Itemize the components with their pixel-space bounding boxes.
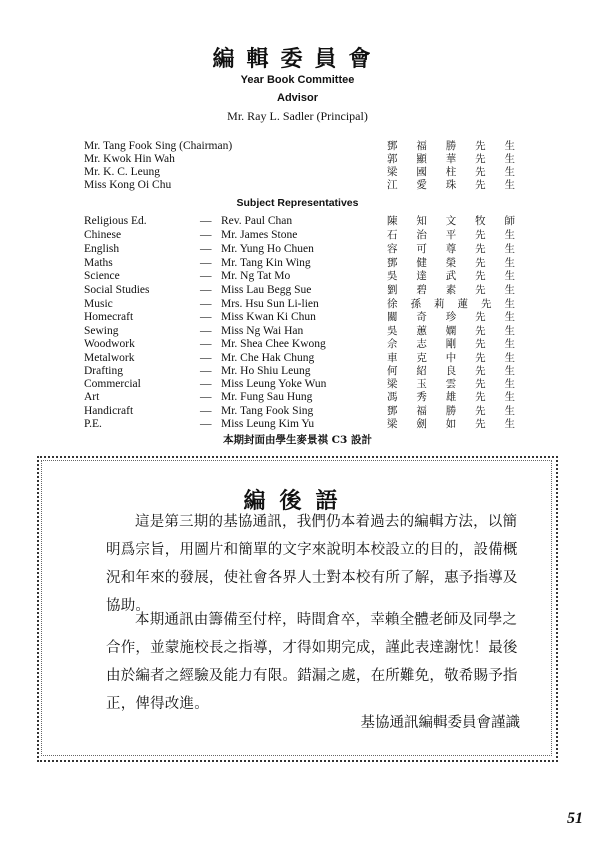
representative-name-zh: 車 克 中 先 生 bbox=[387, 352, 515, 364]
dash-separator: — bbox=[200, 365, 212, 377]
subject-label: Music bbox=[84, 298, 113, 310]
dash-separator: — bbox=[200, 298, 212, 310]
subject-representatives-heading: Subject Representatives bbox=[236, 197, 359, 209]
representative-name-zh: 梁 劍 如 先 生 bbox=[387, 418, 515, 430]
representative-name: Miss Leung Yoke Wun bbox=[221, 378, 327, 390]
representative-name-zh: 石 治 平 先 生 bbox=[387, 229, 515, 241]
subject-label: Religious Ed. bbox=[84, 215, 147, 227]
subject-label: Commercial bbox=[84, 378, 141, 390]
committee-member-en: Mr. Tang Fook Sing (Chairman) bbox=[84, 140, 233, 152]
representative-name: Mrs. Hsu Sun Li-lien bbox=[221, 298, 319, 310]
committee-member-zh: 郭 顯 華 先 生 bbox=[387, 153, 515, 165]
representative-name-zh: 吳 蕙 嫻 先 生 bbox=[387, 325, 515, 337]
subject-label: Chinese bbox=[84, 229, 122, 241]
dash-separator: — bbox=[200, 270, 212, 282]
epilogue-paragraph-1 bbox=[106, 508, 518, 620]
committee-member-zh: 江 愛 珠 先 生 bbox=[387, 179, 515, 191]
representative-name: Miss Kwan Ki Chun bbox=[221, 311, 316, 323]
epilogue-text-1: 這是第三期的基協通訊，我們仍本着過去的編輯方法，以簡明爲宗旨，用圖片和簡單的文字來說明本校設立的目的，設備概況和年來的發展，使社會各界人士對本校有所了解，惠予指導及協助。 bbox=[106, 514, 518, 614]
committee-member-en: Mr. K. C. Leung bbox=[84, 166, 161, 178]
epilogue-text-2: 本期通訊由籌備至付梓，時間倉卒，幸賴全體老師及同學之合作，並蒙施校長之指導，才得如期完成，謹此表達謝忱！最後由於編者之經驗及能力有限。錯漏之處，在所難免，敬希賜予指正，俾得改進。 bbox=[106, 612, 518, 712]
dash-separator: — bbox=[200, 405, 212, 417]
representative-name: Rev. Paul Chan bbox=[221, 215, 293, 227]
representative-name: Mr. Yung Ho Chuen bbox=[221, 243, 314, 255]
epilogue-signoff: 基協通訊編輯委員會謹識 bbox=[360, 715, 520, 731]
representative-name-zh: 徐 孫 莉 蓮 先 生 bbox=[387, 298, 515, 310]
epilogue-paragraph-2 bbox=[106, 606, 518, 718]
dash-separator: — bbox=[200, 257, 212, 269]
subject-label: P.E. bbox=[84, 418, 102, 430]
representative-name: Mr. Shea Chee Kwong bbox=[221, 338, 326, 350]
epilogue-title: 編後語 bbox=[243, 488, 352, 514]
dash-separator: — bbox=[200, 311, 212, 323]
committee-title-english: Year Book Committee bbox=[240, 74, 355, 86]
dash-separator: — bbox=[200, 338, 212, 350]
representative-name: Mr. Tang Kin Wing bbox=[221, 257, 311, 269]
dash-separator: — bbox=[200, 418, 212, 430]
dash-separator: — bbox=[200, 229, 212, 241]
subject-label: Social Studies bbox=[84, 284, 150, 296]
representative-name-zh: 何 紹 良 先 生 bbox=[387, 365, 515, 377]
representative-name: Mr. Che Hak Chung bbox=[221, 352, 315, 364]
representative-name: Mr. Ng Tat Mo bbox=[221, 270, 291, 282]
dash-separator: — bbox=[200, 352, 212, 364]
dash-separator: — bbox=[200, 215, 212, 227]
dash-separator: — bbox=[200, 284, 212, 296]
subject-label: English bbox=[84, 243, 120, 255]
dash-separator: — bbox=[200, 325, 212, 337]
representative-name: Mr. Fung Sau Hung bbox=[221, 391, 313, 403]
representative-name-zh: 鄧 健 榮 先 生 bbox=[387, 257, 515, 269]
representative-name-zh: 鄧 福 勝 先 生 bbox=[387, 405, 515, 417]
page-number: 51 bbox=[567, 810, 583, 827]
committee-member-zh: 鄧 福 勝 先 生 bbox=[387, 140, 515, 152]
representative-name-zh: 佘 志 剛 先 生 bbox=[387, 338, 515, 350]
representative-name: Mr. James Stone bbox=[221, 229, 298, 241]
representative-name: Miss Leung Kim Yu bbox=[221, 418, 315, 430]
subject-label: Science bbox=[84, 270, 120, 282]
subject-label: Handicraft bbox=[84, 405, 134, 417]
committee-title-chinese: 編輯委員會 bbox=[212, 46, 383, 72]
dash-separator: — bbox=[200, 243, 212, 255]
dash-separator: — bbox=[200, 391, 212, 403]
subject-label: Woodwork bbox=[84, 338, 135, 350]
representative-name-zh: 吳 達 武 先 生 bbox=[387, 270, 515, 282]
dash-separator: — bbox=[200, 378, 212, 390]
representative-name: Miss Lau Begg Sue bbox=[221, 284, 312, 296]
subject-label: Sewing bbox=[84, 325, 119, 337]
cover-credit: 本期封面由學生麥景祺 C3 設計 bbox=[223, 434, 372, 446]
subject-label: Homecraft bbox=[84, 311, 134, 323]
representative-name-zh: 梁 玉 雲 先 生 bbox=[387, 378, 515, 390]
committee-member-zh: 梁 國 柱 先 生 bbox=[387, 166, 515, 178]
committee-member-en: Miss Kong Oi Chu bbox=[84, 179, 172, 191]
subject-label: Art bbox=[84, 391, 100, 403]
representative-name: Mr. Tang Fook Sing bbox=[221, 405, 314, 417]
subject-label: Drafting bbox=[84, 365, 123, 377]
representative-name: Mr. Ho Shiu Leung bbox=[221, 365, 311, 377]
subject-label: Maths bbox=[84, 257, 113, 269]
representative-name-zh: 關 奇 珍 先 生 bbox=[387, 311, 515, 323]
committee-member-en: Mr. Kwok Hin Wah bbox=[84, 153, 175, 165]
representative-name: Miss Ng Wai Han bbox=[221, 325, 304, 337]
advisor-label: Advisor bbox=[277, 92, 318, 104]
advisor-name: Mr. Ray L. Sadler (Principal) bbox=[227, 109, 368, 123]
representative-name-zh: 陳 知 文 牧 師 bbox=[387, 215, 515, 227]
representative-name-zh: 劉 碧 素 先 生 bbox=[387, 284, 515, 296]
representative-name-zh: 容 可 尊 先 生 bbox=[387, 243, 515, 255]
subject-label: Metalwork bbox=[84, 352, 135, 364]
representative-name-zh: 馮 秀 雄 先 生 bbox=[387, 391, 515, 403]
